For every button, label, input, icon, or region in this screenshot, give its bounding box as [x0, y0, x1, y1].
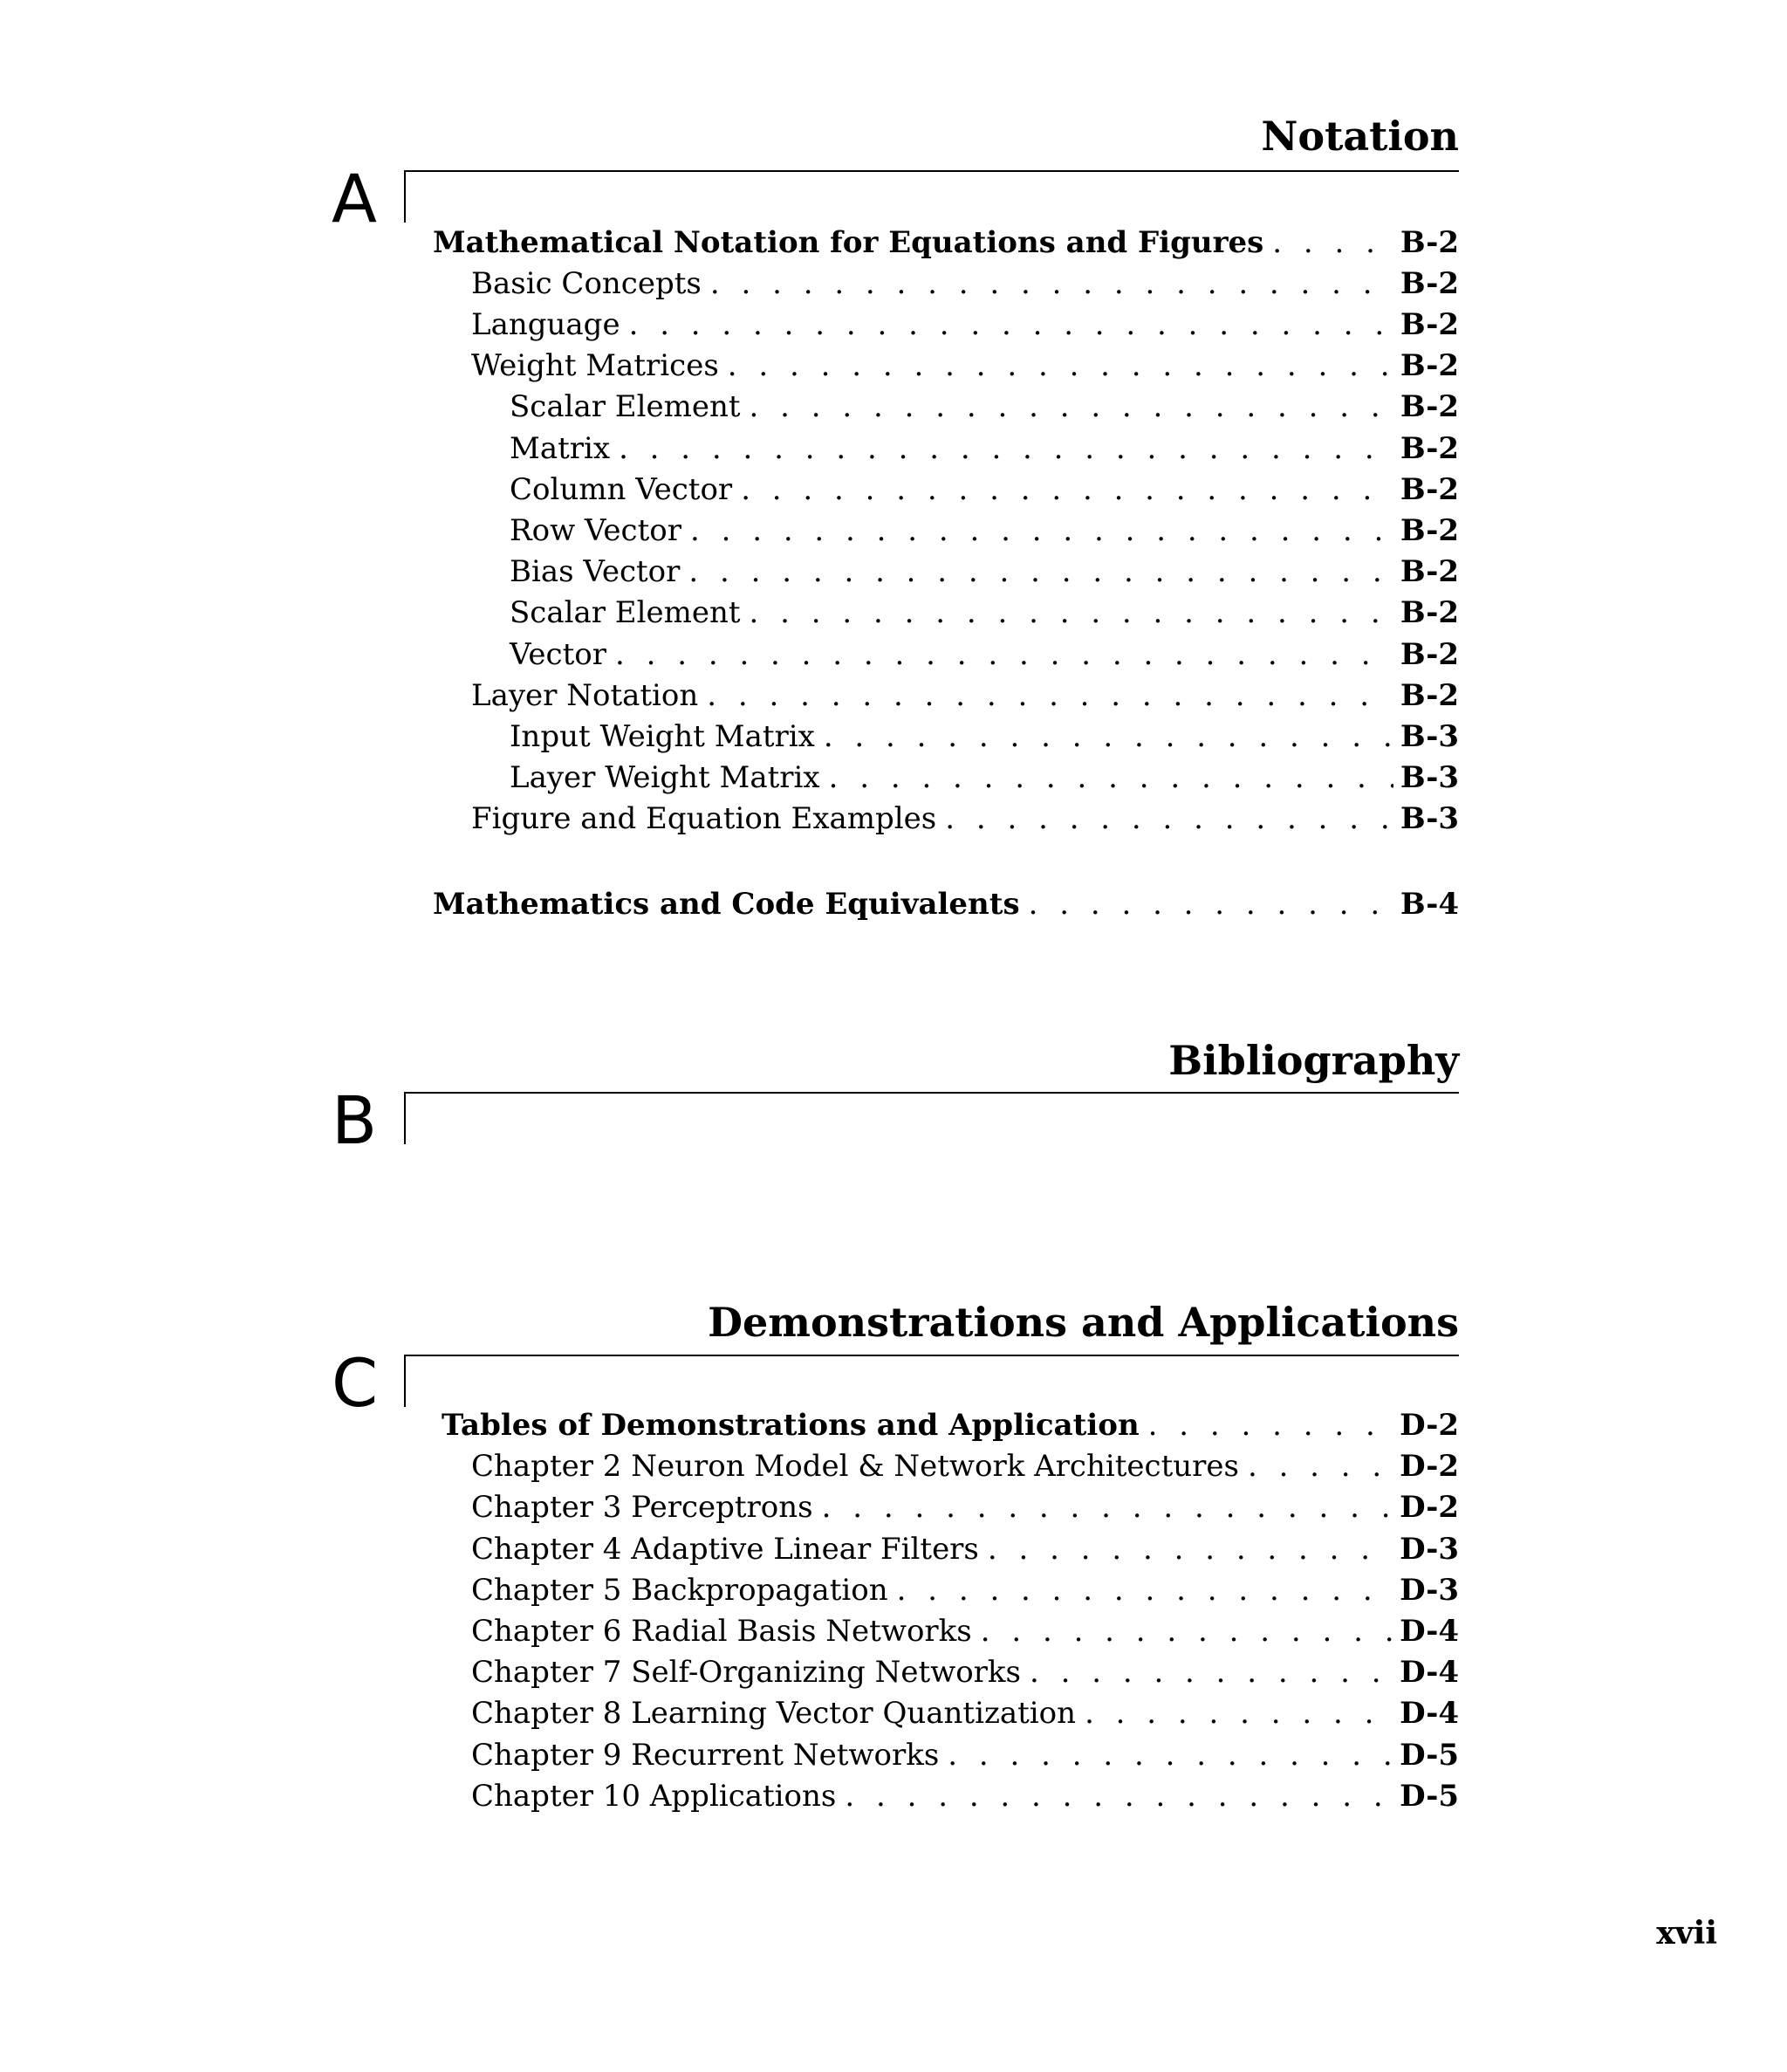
toc-entry[interactable] [471, 307, 1459, 342]
leader-dots [728, 348, 1393, 383]
section-rule-tick [404, 1092, 406, 1144]
toc-entry-page: D-5 [1400, 1738, 1459, 1773]
toc-entry-label: Matrix [510, 431, 611, 466]
leader-dots [822, 1490, 1393, 1525]
section-title-demonstrations: Demonstrations and Applications [708, 1299, 1459, 1346]
toc-entry-page: B-2 [1400, 431, 1459, 466]
toc-entry-label: Chapter 9 Recurrent Networks [471, 1738, 940, 1773]
leader-dots [945, 801, 1393, 836]
leader-dots [1085, 1696, 1393, 1731]
toc-entry-page: D-4 [1400, 1614, 1459, 1649]
toc-entry-label: Mathematical Notation for Equations and Figures [433, 225, 1264, 260]
leader-dots [741, 472, 1393, 507]
leader-dots [690, 513, 1393, 548]
toc-entry-page: D-2 [1400, 1449, 1459, 1484]
leader-dots [750, 595, 1393, 630]
toc-entry-label: Chapter 4 Adaptive Linear Filters [471, 1532, 979, 1567]
toc-entry-label: Chapter 5 Backpropagation [471, 1573, 888, 1608]
toc-entry[interactable] [471, 801, 1459, 836]
toc-entry[interactable] [471, 1738, 1459, 1773]
toc-entry-label: Column Vector [510, 472, 733, 507]
toc-entry-page: D-4 [1400, 1696, 1459, 1731]
section-rule [404, 170, 1459, 172]
toc-entry-page: B-2 [1400, 513, 1459, 548]
toc-entry-page: B-2 [1400, 307, 1459, 342]
leader-dots [1248, 1449, 1393, 1484]
toc-entry[interactable] [471, 1449, 1459, 1484]
toc-entry-page: D-3 [1400, 1532, 1459, 1567]
toc-entry[interactable] [433, 887, 1459, 922]
toc-entry-page: D-2 [1400, 1408, 1459, 1443]
toc-entry-page: B-2 [1400, 389, 1459, 424]
toc-entry[interactable] [442, 1408, 1459, 1443]
leader-dots [1272, 225, 1393, 260]
toc-entry-label: Layer Notation [471, 678, 699, 713]
toc-entry-label: Basic Concepts [471, 266, 702, 301]
leader-dots [948, 1738, 1393, 1773]
toc-entry-page: B-3 [1400, 801, 1459, 836]
toc-entry[interactable] [471, 1614, 1459, 1649]
toc-entry[interactable] [510, 554, 1459, 589]
section-rule-tick [404, 170, 406, 223]
appendix-letter-a: A [332, 160, 377, 237]
section-rule [404, 1092, 1459, 1094]
toc-entry-label: Weight Matrices [471, 348, 719, 383]
leader-dots [688, 554, 1393, 589]
leader-dots [750, 389, 1393, 424]
leader-dots [1148, 1408, 1393, 1443]
leader-dots [615, 637, 1393, 672]
toc-entry-label: Chapter 8 Learning Vector Quantization [471, 1696, 1077, 1731]
toc-entry-page: B-2 [1400, 637, 1459, 672]
toc-entry[interactable] [471, 1696, 1459, 1731]
leader-dots [829, 760, 1393, 795]
leader-dots [988, 1532, 1393, 1567]
toc-entry[interactable] [510, 637, 1459, 672]
toc-entry[interactable] [471, 348, 1459, 383]
toc-entry-page: D-3 [1400, 1573, 1459, 1608]
toc-entry-label: Chapter 10 Applications [471, 1779, 837, 1814]
toc-entry-page: D-5 [1400, 1779, 1459, 1814]
page-number: xvii [1656, 1915, 1717, 1952]
toc-entry-page: B-2 [1400, 266, 1459, 301]
toc-entry-page: B-2 [1400, 595, 1459, 630]
toc-entry[interactable] [510, 472, 1459, 507]
toc-entry[interactable] [510, 719, 1459, 754]
leader-dots [845, 1779, 1393, 1814]
leader-dots [981, 1614, 1393, 1649]
appendix-letter-b: B [332, 1081, 378, 1159]
leader-dots [824, 719, 1393, 754]
toc-entry-label: Row Vector [510, 513, 681, 548]
toc-entry-page: D-4 [1400, 1655, 1459, 1690]
toc-entry-page: B-2 [1400, 348, 1459, 383]
toc-entry-label: Chapter 7 Self-Organizing Networks [471, 1655, 1021, 1690]
toc-entry-label: Chapter 3 Perceptrons [471, 1490, 813, 1525]
toc-entry-page: B-2 [1400, 554, 1459, 589]
leader-dots [1030, 1655, 1393, 1690]
toc-entry-page: B-3 [1400, 760, 1459, 795]
leader-dots [710, 266, 1393, 301]
toc-entry[interactable] [471, 266, 1459, 301]
section-rule-tick [404, 1355, 406, 1407]
appendix-letter-c: C [332, 1344, 379, 1422]
toc-entry[interactable] [471, 1490, 1459, 1525]
toc-entry-page: B-2 [1400, 678, 1459, 713]
toc-entry-label: Chapter 6 Radial Basis Networks [471, 1614, 972, 1649]
section-title-bibliography: Bibliography [1168, 1037, 1459, 1084]
toc-entry[interactable] [471, 1779, 1459, 1814]
toc-entry[interactable] [510, 513, 1459, 548]
toc-entry-label: Input Weight Matrix [510, 719, 815, 754]
toc-entry-page: D-2 [1400, 1490, 1459, 1525]
toc-entry[interactable] [510, 431, 1459, 466]
toc-entry-label: Language [471, 307, 620, 342]
toc-entry[interactable] [510, 389, 1459, 424]
toc-entry[interactable] [471, 1532, 1459, 1567]
toc-entry-label: Tables of Demonstrations and Application [442, 1408, 1140, 1443]
toc-entry-label: Figure and Equation Examples [471, 801, 937, 836]
toc-entry-page: B-3 [1400, 719, 1459, 754]
toc-entry[interactable] [471, 1573, 1459, 1608]
toc-entry[interactable] [510, 760, 1459, 795]
toc-entry-label: Vector [510, 637, 606, 672]
toc-entry[interactable] [510, 595, 1459, 630]
toc-entry-label: Scalar Element [510, 595, 741, 630]
section-title-notation: Notation [1261, 113, 1459, 160]
leader-dots [1029, 887, 1393, 922]
section-rule [404, 1355, 1459, 1356]
toc-entry-label: Bias Vector [510, 554, 681, 589]
leader-dots [897, 1573, 1393, 1608]
toc-entry-label: Layer Weight Matrix [510, 760, 820, 795]
toc-entry-page: B-2 [1400, 225, 1459, 260]
leader-dots [629, 307, 1393, 342]
toc-entry[interactable] [471, 1655, 1459, 1690]
toc-entry[interactable] [471, 678, 1459, 713]
leader-dots [707, 678, 1393, 713]
toc-entry-page: B-2 [1400, 472, 1459, 507]
toc-entry-label: Scalar Element [510, 389, 741, 424]
toc-entry[interactable] [433, 225, 1459, 260]
leader-dots [619, 431, 1393, 466]
toc-entry-page: B-4 [1400, 887, 1459, 922]
toc-entry-label: Mathematics and Code Equivalents [433, 887, 1020, 922]
toc-entry-label: Chapter 2 Neuron Model & Network Architectures [471, 1449, 1239, 1484]
